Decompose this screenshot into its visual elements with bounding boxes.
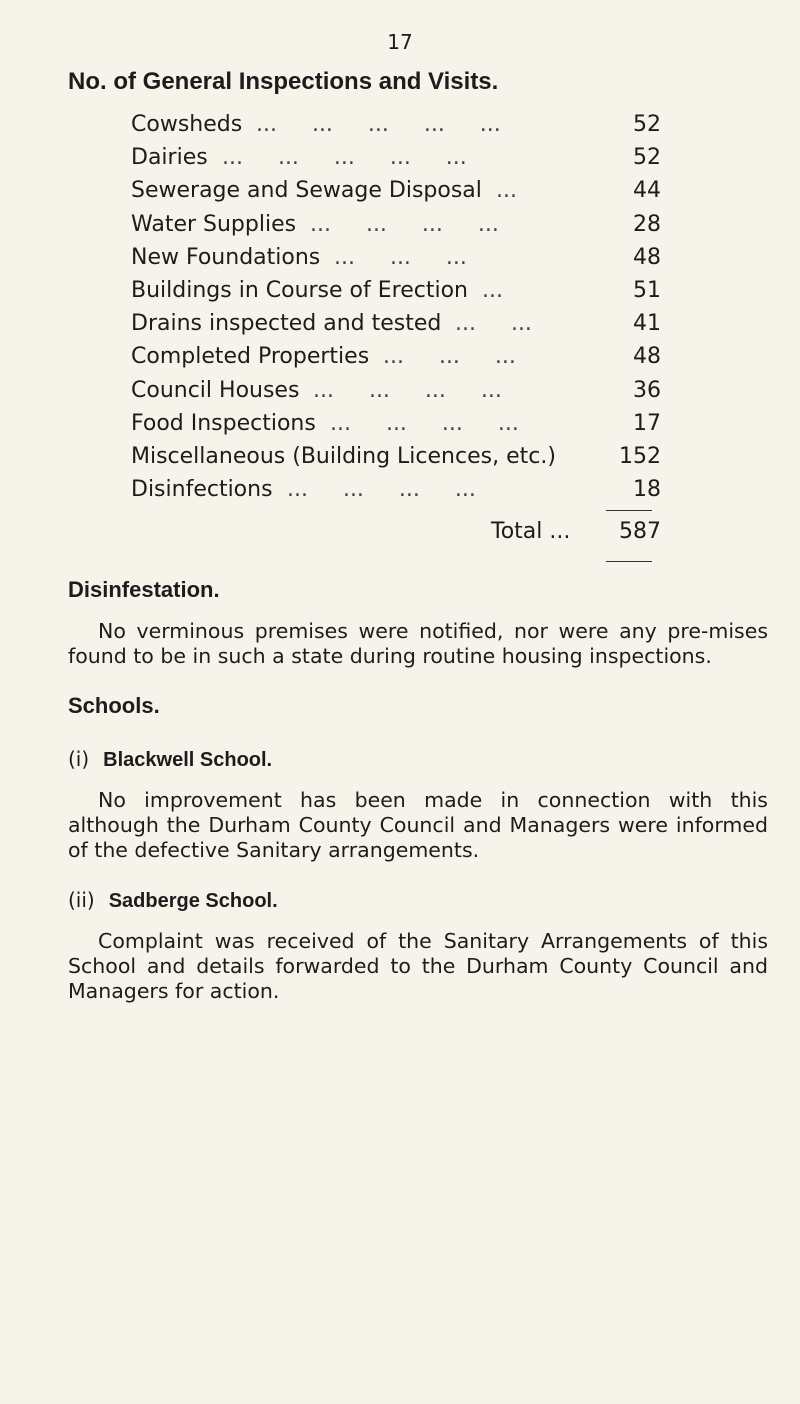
leader-dots: ... ... ... ... ... <box>256 112 501 137</box>
inspection-value: 52 <box>633 112 661 137</box>
inspections-heading: No. of General Inspections and Visits. <box>68 68 499 95</box>
inspection-value: 48 <box>633 344 661 370</box>
inspection-row <box>131 174 661 208</box>
leader-dots: ... ... ... ... ... <box>222 145 467 171</box>
inspection-row <box>131 108 661 142</box>
school-2-number: (ii) <box>68 888 95 912</box>
page-number: 17 <box>387 30 413 54</box>
inspection-value: 44 <box>633 178 661 204</box>
inspection-row <box>131 374 661 408</box>
leader-dots: ... ... ... ... <box>330 410 519 436</box>
inspection-label: Cowsheds <box>131 112 243 137</box>
inspection-label: Sewerage and Sewage Disposal <box>131 178 482 204</box>
schools-heading: Schools. <box>68 693 160 718</box>
inspection-label: Buildings in Course of Erection <box>131 278 468 303</box>
disinfestation-heading: Disinfestation. <box>68 577 220 602</box>
leader-dots: ... <box>496 178 517 204</box>
leader-dots: ... ... ... ... <box>310 211 499 237</box>
inspection-value: 41 <box>633 311 661 337</box>
disinfestation-paragraph <box>68 619 768 669</box>
school-1-heading <box>68 747 272 772</box>
school-2-title: Sadberge School. <box>108 890 278 912</box>
total-row <box>131 515 661 549</box>
school-1-number: (i) <box>68 747 90 771</box>
disinfestation-text: No verminous premises were notified, nor were any pre-mises found to be in such a state during routine housing inspections. <box>68 619 768 668</box>
inspection-label: Disinfections <box>131 477 273 503</box>
inspection-value: 28 <box>633 211 661 237</box>
inspection-value: 51 <box>633 278 661 303</box>
inspection-row <box>131 274 661 308</box>
inspection-label: Council Houses <box>131 377 300 403</box>
school-2-paragraph <box>68 929 768 1004</box>
inspection-label: Water Supplies <box>131 211 297 237</box>
inspection-value: 152 <box>619 444 661 469</box>
inspection-label: New Foundations <box>131 244 321 270</box>
leader-dots: ... ... ... ... <box>287 477 476 503</box>
total-value: 587 <box>619 519 661 544</box>
leader-dots: ... ... ... <box>334 244 467 270</box>
total-label: Total ... <box>491 519 571 544</box>
inspection-value: 36 <box>633 377 661 403</box>
inspection-row <box>131 141 661 175</box>
inspection-label: Completed Properties <box>131 344 370 370</box>
school-2-text: Complaint was received of the Sanitary Arrangements of this School and details forwarded to the Durham County Council and Managers for action. <box>68 929 768 1003</box>
inspection-row <box>131 241 661 275</box>
inspection-row <box>131 340 661 374</box>
inspection-row <box>131 407 661 441</box>
inspection-label: Food Inspections <box>131 410 316 436</box>
school-1-title: Blackwell School. <box>103 749 273 771</box>
inspection-label: Drains inspected and tested <box>131 311 442 337</box>
leader-dots: ... ... ... <box>383 344 516 370</box>
inspection-row <box>131 307 661 341</box>
school-1-text: No improvement has been made in connection with this although the Durham County Council and Managers were informed of the defective Sanitary arrangements. <box>68 788 768 862</box>
inspection-value: 18 <box>633 477 661 503</box>
inspection-row <box>131 440 661 474</box>
inspection-row <box>131 208 661 242</box>
inspection-label: Dairies <box>131 145 208 171</box>
inspection-value: 17 <box>633 410 661 436</box>
total-rule-bottom <box>606 561 652 562</box>
total-rule-top <box>606 510 652 511</box>
school-1-paragraph <box>68 788 768 863</box>
inspection-row <box>131 473 661 507</box>
inspection-value: 48 <box>633 244 661 270</box>
leader-dots: ... ... <box>455 311 532 337</box>
leader-dots: ... ... ... ... <box>313 377 502 403</box>
inspection-value: 52 <box>633 145 661 171</box>
inspection-label: Miscellaneous (Building Licences, etc.) <box>131 444 556 469</box>
leader-dots: ... <box>482 278 503 303</box>
school-2-heading <box>68 888 278 913</box>
